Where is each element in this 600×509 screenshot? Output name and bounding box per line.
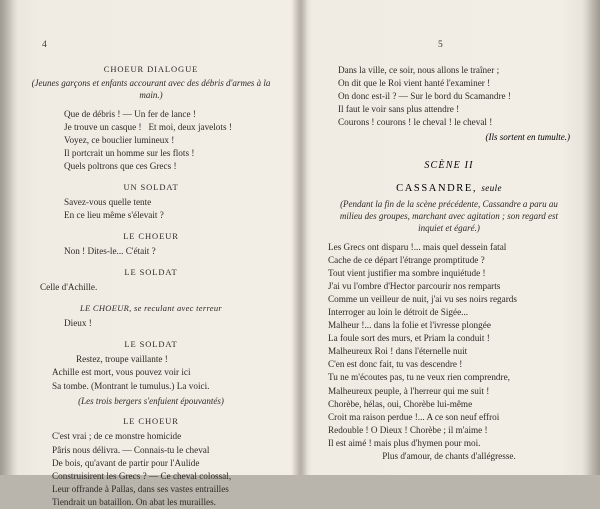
verse-line: On dit que le Roi vient hanté l'examiner ! — [338, 78, 491, 89]
verse-block — [30, 108, 272, 173]
verse-block — [30, 366, 272, 392]
speaker-heading-choeur-dialogue: CHOEUR DIALOGUE — [103, 64, 199, 74]
verse-line: On donc est-il ? — Sur le bord du Scamandre ! — [338, 91, 511, 102]
stage-direction-bergers: (Les trois bergers s'enfuient épouvantés) — [78, 395, 224, 406]
verse-line: Il faut le voir sans plus attendre ! — [338, 104, 460, 115]
verse-line: Il est aimé ! mais plus d'hymen pour moi. — [328, 437, 481, 448]
verse-line: Chorèbe, hélas, oui, Chorèbe lui-même — [328, 398, 473, 409]
verse-block — [30, 317, 272, 330]
speaker-heading-le-soldat: LE SOLDAT — [124, 267, 178, 278]
verse-line: De bois, qu'avant de partir pour l'Aulide — [52, 457, 200, 468]
verse-line: Il portcrait un homme sur les flots ! — [64, 147, 195, 158]
stage-direction-exit: (Ils sortent en tumulte.) — [485, 132, 570, 143]
verse-line: Interroger au loin le détroit de Sigée... — [328, 307, 469, 318]
verse-line: Je trouve un casque ! Et moi, deux javelots ! — [64, 121, 232, 132]
verse-line: Quels poltrons que ces Grecs ! — [64, 161, 177, 171]
verse-line: Tiendrait un bataillon. On abat les murailles. — [52, 496, 216, 507]
speaker-heading-le-choeur-2: LE CHOEUR — [123, 416, 179, 427]
stage-direction-choeur: LE CHOEUR, se reculant avec terreur — [79, 303, 223, 314]
verse-line: J'ai vu l'ombre d'Hector parcourir nos remparts — [328, 281, 501, 291]
page-number-right: 5 — [438, 40, 443, 50]
verse-line: Restez, troupe vaillante ! — [76, 354, 168, 365]
verse-line: Savez-vous quelle tente — [64, 197, 152, 208]
verse-line: Voyez, ce bouclier lumineux ! — [64, 134, 175, 145]
speaker-heading-un-soldat: UN SOLDAT — [123, 182, 179, 193]
verse-line: Comme un veilleur de nuit, j'ai vu ses noirs regards — [328, 294, 517, 305]
verse-line: Les Grecs ont disparu !... mais quel dessein fatal — [328, 241, 507, 252]
speaker-heading-le-choeur: LE CHOEUR — [123, 231, 179, 242]
verse-line: Croit ma raison perdue !... A ce son neuf effroi — [328, 411, 500, 422]
verse-block — [328, 64, 570, 129]
verse-line: Tout vient justifier ma sombre inquiétude ! — [328, 267, 486, 278]
stage-direction-cassandre: (Pendant la fin de la scène précédente, Cassandre a paru au milieu des groupes, marchant avec agitation ; son regard est inquiet et égaré.) — [339, 199, 559, 233]
verse-block — [328, 241, 570, 463]
speaker-heading-cassandre — [328, 183, 570, 194]
verse-line: Courons ! courons ! le cheval ! le cheval ! — [338, 117, 493, 128]
verse-line: Plus d'amour, de chants d'allégresse. — [382, 450, 516, 461]
verse-line: Malheureux peuple, à l'herreur qui me suit ! — [328, 385, 490, 396]
verse-line: C'est vrai ; de ce monstre homicide — [52, 431, 182, 442]
verse-line: Redouble ! O Dieux ! Chorèbe ; il m'aime ! — [328, 424, 488, 435]
verse-line: Pâris nous délivra. — Connais-tu le cheval — [52, 444, 210, 455]
speaker-name: CASSANDRE, — [396, 183, 478, 195]
verse-line: Dans la ville, ce soir, nous allons le traîner ; — [338, 65, 500, 75]
verse-block — [30, 281, 272, 294]
verse-line: La foule sort des murs, et Priam la conduit ! — [328, 333, 490, 344]
verse-line: Tu ne m'écoutes pas, tu ne veux rien comprendre, — [328, 372, 510, 383]
page-left — [0, 0, 300, 507]
verse-line: Celle d'Achille. — [40, 282, 98, 293]
verse-line: Achille est mort, vous pouvez voir ici — [52, 367, 191, 378]
verse-block — [30, 430, 272, 508]
speaker-note: seule — [481, 183, 502, 194]
verse-line: C'en est donc fait, tu vas descendre ! — [328, 359, 463, 370]
verse-line: Malheureux Roi ! dans l'éternelle nuit — [328, 346, 468, 357]
verse-line: Malheur !... dans la folie et l'ivresse plongée — [328, 320, 491, 331]
scene-heading: SCÈNE II — [424, 160, 474, 172]
verse-line: En ce lieu même s'élevait ? — [64, 210, 164, 221]
verse-line: Sa tombe. (Montrant le tumulus.) La voici. — [52, 380, 210, 391]
verse-line: Leur offrande à Pallas, dans ses vastes entrailles — [52, 483, 229, 494]
stage-direction: (Jeunes garçons et enfants accourant avec des débris d'armes à la main.) — [31, 78, 271, 100]
verse-line: Cache de ce départ l'étrange promptitude ? — [328, 254, 485, 265]
page-number-left: 4 — [42, 40, 47, 50]
verse-block — [30, 245, 272, 258]
verse-line: Dieux ! — [64, 318, 92, 329]
verse-block — [30, 196, 272, 222]
speaker-heading-le-soldat-2: LE SOLDAT — [124, 339, 178, 350]
verse-block — [30, 353, 272, 366]
verse-line: Non ! Dites-le... C'était ? — [64, 246, 156, 257]
verse-line: Que de débris ! — Un fer de lance ! — [64, 108, 196, 119]
verse-line: Construisirent les Grecs ? — Ce cheval colossal, — [52, 470, 232, 481]
page-right — [300, 0, 600, 475]
